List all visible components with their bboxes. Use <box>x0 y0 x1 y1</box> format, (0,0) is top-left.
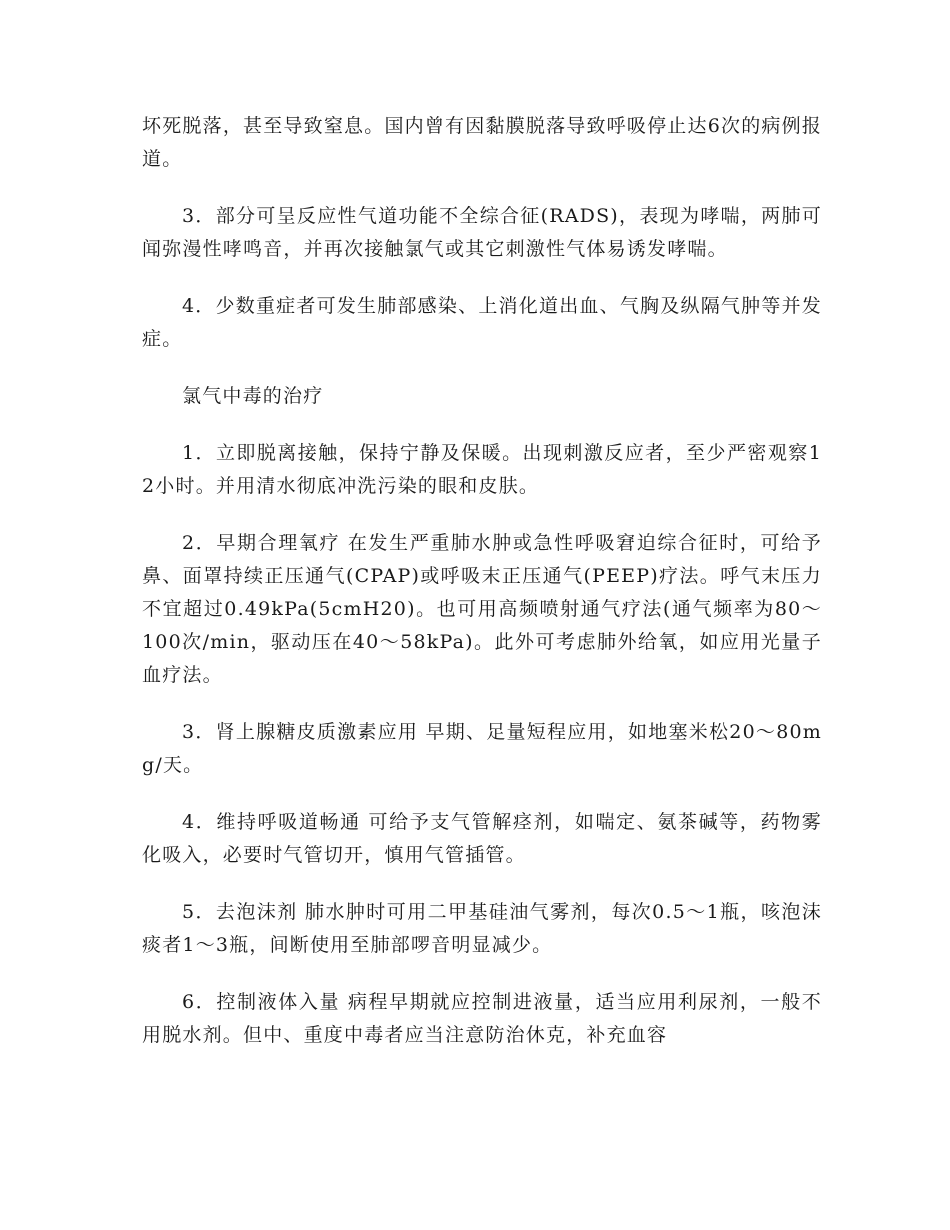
document-body <box>142 110 822 1076</box>
paragraph-treatment-6: 6．控制液体入量 病程早期就应控制进液量，适当应用利尿剂，一般不用脱水剂。但中、重度中毒者应当注意防治休克，补充血容 <box>142 991 822 1046</box>
paragraph-treatment-1: 1．立即脱离接触，保持宁静及保暖。出现刺激反应者，至少严密观察12小时。并用清水彻底冲洗污染的眼和皮肤。 <box>142 442 822 497</box>
paragraph-treatment-2: 2．早期合理氧疗 在发生严重肺水肿或急性呼吸窘迫综合征时，可给予鼻、面罩持续正压通气(CPAP)或呼吸末正压通气(PEEP)疗法。呼气末压力不宜超过0.49kPa(5cmH20)。也可用高频喷射通气疗法(通气频率为80～100次/min，驱动压在40～58kPa)。此外可考虑肺外给氧，如应用光量子血疗法。 <box>142 532 822 686</box>
paragraph-treatment-5: 5．去泡沫剂 肺水肿时可用二甲基硅油气雾剂，每次0.5～1瓶，咳泡沫痰者1～3瓶，间断使用至肺部啰音明显减少。 <box>142 901 822 956</box>
paragraph-treatment-3: 3．肾上腺糖皮质激素应用 早期、足量短程应用，如地塞米松20～80mg/天。 <box>142 721 822 776</box>
paragraph-continuation: 坏死脱落，甚至导致窒息。国内曾有因黏膜脱落导致呼吸停止达6次的病例报道。 <box>142 115 822 170</box>
paragraph-complications: 4．少数重症者可发生肺部感染、上消化道出血、气胸及纵隔气肿等并发症。 <box>142 295 822 350</box>
paragraph-treatment-4: 4．维持呼吸道畅通 可给予支气管解痉剂，如喘定、氨茶碱等，药物雾化吸入，必要时气管切开，慎用气管插管。 <box>142 811 822 866</box>
paragraph-rads: 3．部分可呈反应性气道功能不全综合征(RADS)，表现为哮喘，两肺可闻弥漫性哮鸣音，并再次接触氯气或其它刺激性气体易诱发哮喘。 <box>142 205 822 260</box>
section-heading-treatment: 氯气中毒的治疗 <box>182 385 324 407</box>
